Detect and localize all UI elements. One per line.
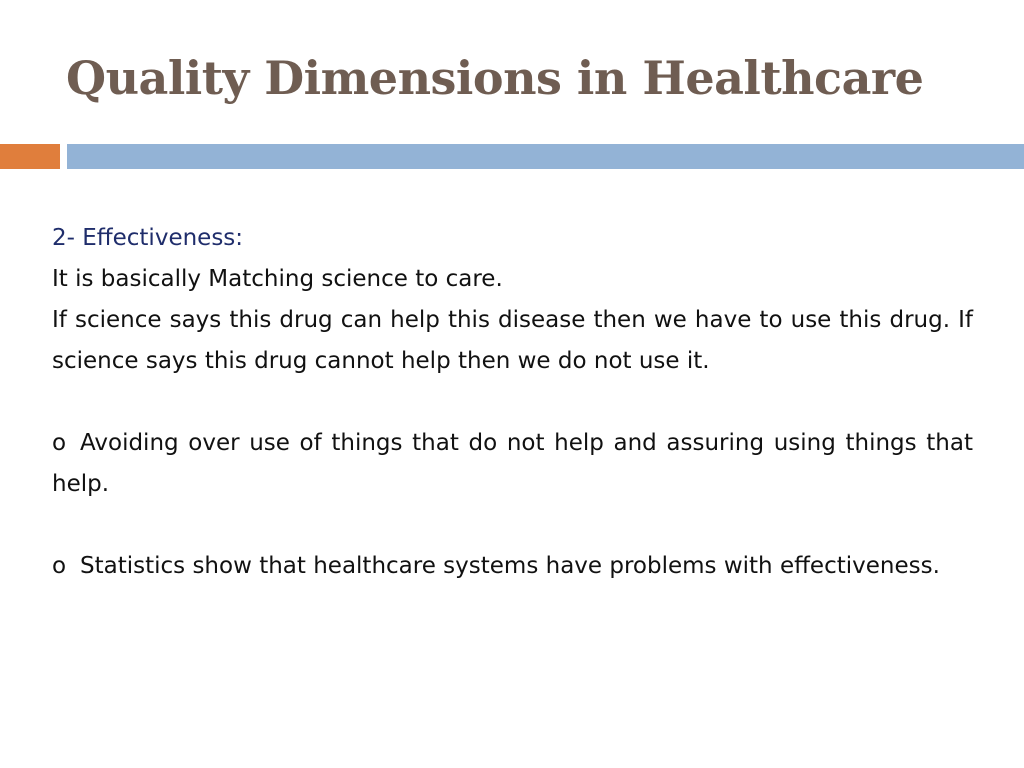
body-paragraph-science: If science says this drug can help this disease then we have to use this drug. If science says this drug cannot help then we do not use it. (52, 307, 973, 374)
slide-title: Quality Dimensions in Healthcare (66, 51, 924, 105)
bullet-marker: o (52, 553, 67, 579)
bullet-text: Statistics show that healthcare systems have problems with effectiveness. (80, 553, 940, 579)
title-accent-bar-blue (67, 144, 1024, 169)
slide-body (52, 218, 973, 587)
body-line-intro: It is basically Matching science to care. (52, 266, 503, 292)
bullet-item (52, 546, 973, 587)
bullet-item (52, 423, 973, 505)
bullet-text: Avoiding over use of things that do not help and assuring using things that help. (52, 430, 973, 497)
bullet-marker: o (52, 430, 67, 456)
spacer (52, 505, 973, 546)
title-accent-bar-orange (0, 144, 60, 169)
section-heading: 2- Effectiveness: (52, 225, 244, 251)
spacer (52, 382, 973, 423)
